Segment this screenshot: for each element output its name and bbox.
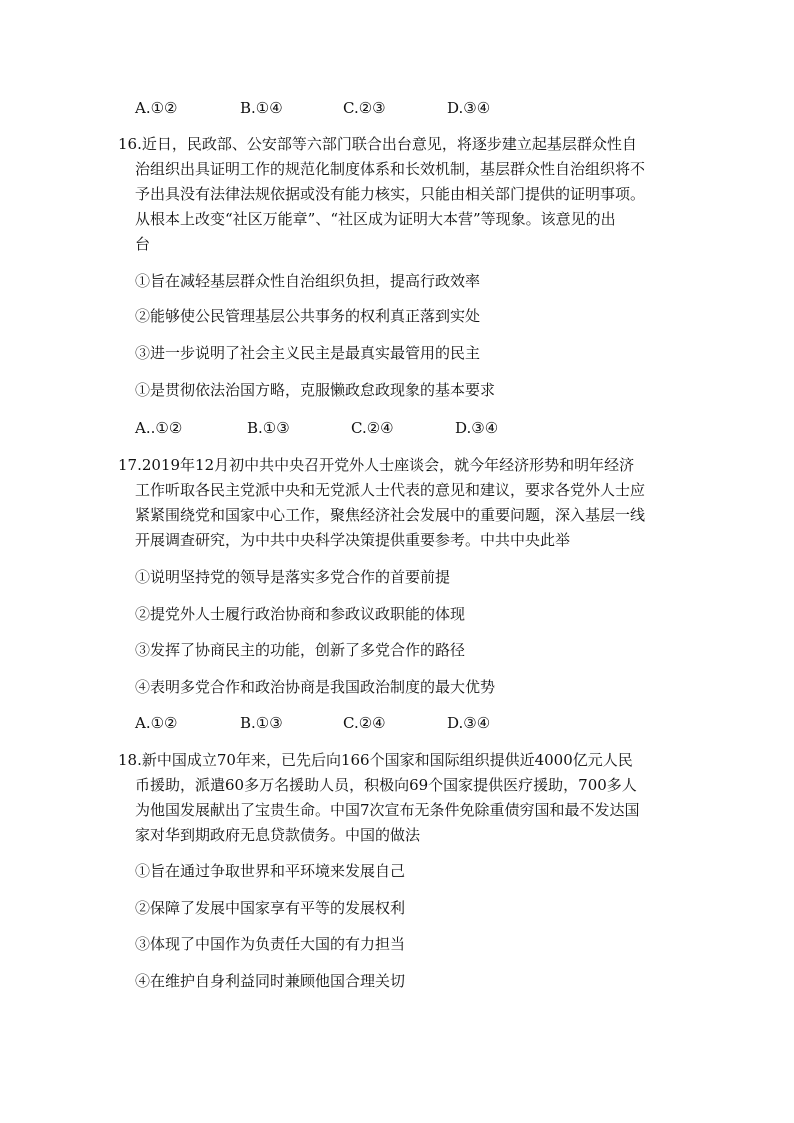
q17-stem-line-1: 17.2019年12月初中共中央召开党外人士座谈会，就今年经济形势和明年经济 xyxy=(118,456,635,474)
q16-options xyxy=(135,418,695,438)
q17-stem-line-2: 工作听取各民主党派中央和无党派人士代表的意见和建议，要求各党外人士应 xyxy=(135,481,646,499)
q16-stem-line-4: 从根本上改变“社区万能章”、“社区成为证明大本营”等现象。该意见的出 xyxy=(135,210,616,228)
q15-options xyxy=(135,98,695,118)
q16-option-b: B.①③ xyxy=(247,419,290,437)
q16-stem-line-2: 治组织出具证明工作的规范化制度体系和长效机制，基层群众性自治组织将不 xyxy=(135,160,646,178)
q18-item-2: ②保障了发展中国家享有平等的发展权利 xyxy=(135,899,406,917)
q16-option-d: D.③④ xyxy=(455,419,499,437)
q18-stem-line-2: 币援助，派遣60多万名援助人员，积极向69个国家提供医疗援助，700多人 xyxy=(135,776,637,794)
q15-option-d: D.③④ xyxy=(447,99,491,117)
q16-option-a: A..①② xyxy=(135,419,183,437)
q17-stem-line-3: 紧紧围绕党和国家中心工作，聚焦经济社会发展中的重要问题，深入基层一线 xyxy=(135,506,646,524)
q18-item-4: ④在维护自身利益同时兼顾他国合理关切 xyxy=(135,972,406,990)
q17-item-3: ③发挥了协商民主的功能，创新了多党合作的路径 xyxy=(135,641,466,659)
q15-option-b: B.①④ xyxy=(240,99,283,117)
q16-stem-line-3: 予出具没有法律法规依据或没有能力核实，只能由相关部门提供的证明事项。 xyxy=(135,185,646,203)
q17-option-c: C.②④ xyxy=(343,714,386,732)
q17-item-4: ④表明多党合作和政治协商是我国政治制度的最大优势 xyxy=(135,678,496,696)
q16-item-2: ②能够使公民管理基层公共事务的权利真正落到实处 xyxy=(135,307,481,325)
q17-option-d: D.③④ xyxy=(447,714,491,732)
q17-item-1: ①说明坚持党的领导是落实多党合作的首要前提 xyxy=(135,568,451,586)
q18-item-1: ①旨在通过争取世界和平环境来发展自己 xyxy=(135,862,406,880)
q16-item-1: ①旨在减轻基层群众性自治组织负担，提高行政效率 xyxy=(135,272,481,290)
q17-options xyxy=(135,713,695,733)
q18-item-3: ③体现了中国作为负责任大国的有力担当 xyxy=(135,935,406,953)
q17-option-b: B.①③ xyxy=(240,714,283,732)
q17-option-a: A.①② xyxy=(135,714,178,732)
q16-item-3: ③进一步说明了社会主义民主是最真实最管用的民主 xyxy=(135,344,481,362)
q16-stem-line-5: 台 xyxy=(135,235,151,253)
q17-stem-line-4: 开展调查研究，为中共中央科学决策提供重要参考。中共中央此举 xyxy=(135,531,571,549)
q16-option-c: C.②④ xyxy=(351,419,394,437)
q18-stem-line-3: 为他国发展献出了宝贵生命。中国7次宣布无条件免除重债穷国和最不发达国 xyxy=(135,801,640,819)
q18-stem-line-4: 家对华到期政府无息贷款债务。中国的做法 xyxy=(135,826,421,844)
q17-item-2: ②提党外人士履行政治协商和参政议政职能的体现 xyxy=(135,605,466,623)
q16-item-4: ①是贯彻依法治国方略，克服懒政怠政现象的基本要求 xyxy=(135,381,496,399)
q16-stem-line-1: 16.近日，民政部、公安部等六部门联合出台意见，将逐步建立起基层群众性自 xyxy=(118,135,637,153)
q15-option-a: A.①② xyxy=(135,99,178,117)
q15-option-c: C.②③ xyxy=(343,99,386,117)
q18-stem-line-1: 18.新中国成立70年来，已先后向166个国家和国际组织提供近4000亿元人民 xyxy=(118,751,633,769)
